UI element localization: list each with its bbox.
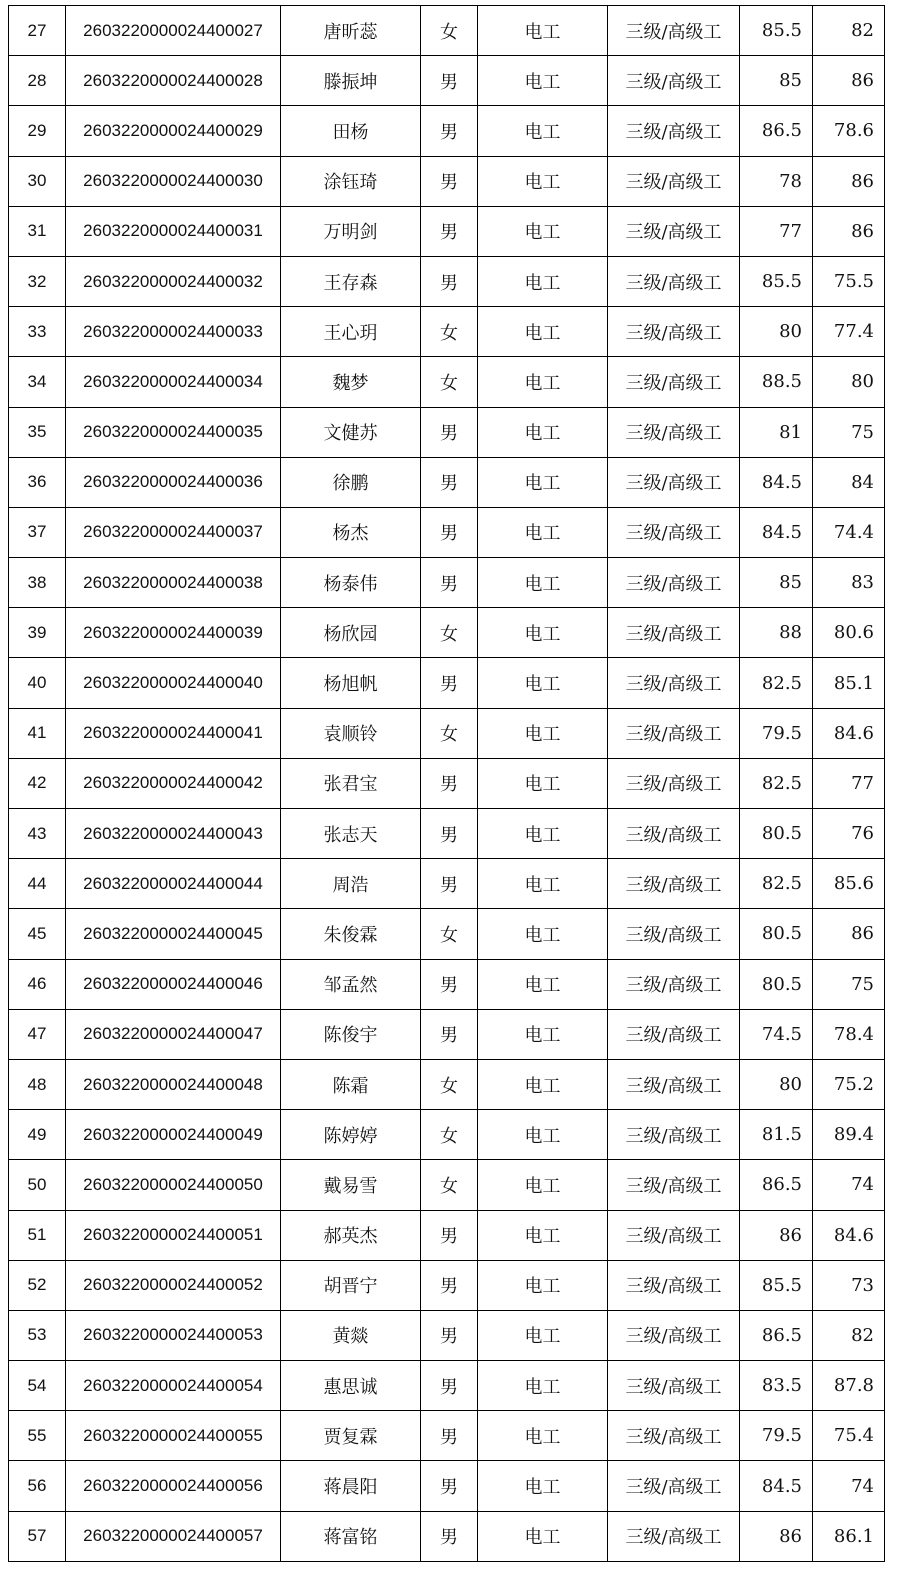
table-row xyxy=(9,6,885,56)
theory-score-cell: 81 xyxy=(740,407,813,457)
certificate-number-cell: 2603220000024400031 xyxy=(66,206,281,256)
level-cell: 三级/高级工 xyxy=(608,558,740,608)
certificate-number-cell: 2603220000024400042 xyxy=(66,758,281,808)
theory-score-cell: 85 xyxy=(740,558,813,608)
seq-cell: 29 xyxy=(9,106,66,156)
certificate-number-cell: 2603220000024400030 xyxy=(66,156,281,206)
certificate-number-cell: 2603220000024400051 xyxy=(66,1210,281,1260)
trade-cell: 电工 xyxy=(478,6,608,56)
gender-cell: 女 xyxy=(421,6,478,56)
seq-cell: 55 xyxy=(9,1411,66,1461)
table-row xyxy=(9,56,885,106)
certificate-number-cell: 2603220000024400037 xyxy=(66,507,281,557)
trade-cell: 电工 xyxy=(478,1160,608,1210)
trade-cell: 电工 xyxy=(478,156,608,206)
practice-score-cell: 80 xyxy=(813,357,885,407)
seq-cell: 46 xyxy=(9,959,66,1009)
name-cell: 郝英杰 xyxy=(281,1210,421,1260)
table-row xyxy=(9,1511,885,1561)
practice-score-cell: 86 xyxy=(813,909,885,959)
certificate-number-cell: 2603220000024400040 xyxy=(66,658,281,708)
certificate-number-cell: 2603220000024400029 xyxy=(66,106,281,156)
table-row xyxy=(9,1361,885,1411)
theory-score-cell: 86 xyxy=(740,1210,813,1260)
trade-cell: 电工 xyxy=(478,758,608,808)
gender-cell: 男 xyxy=(421,206,478,256)
practice-score-cell: 74 xyxy=(813,1160,885,1210)
table-row xyxy=(9,1009,885,1059)
trade-cell: 电工 xyxy=(478,457,608,507)
theory-score-cell: 84.5 xyxy=(740,457,813,507)
theory-score-cell: 84.5 xyxy=(740,507,813,557)
table-row xyxy=(9,507,885,557)
certificate-number-cell: 2603220000024400047 xyxy=(66,1009,281,1059)
level-cell: 三级/高级工 xyxy=(608,6,740,56)
practice-score-cell: 76 xyxy=(813,809,885,859)
seq-cell: 50 xyxy=(9,1160,66,1210)
practice-score-cell: 75.2 xyxy=(813,1059,885,1109)
seq-cell: 37 xyxy=(9,507,66,557)
seq-cell: 47 xyxy=(9,1009,66,1059)
certificate-number-cell: 2603220000024400054 xyxy=(66,1361,281,1411)
certificate-number-cell: 2603220000024400035 xyxy=(66,407,281,457)
name-cell: 袁顺铃 xyxy=(281,708,421,758)
gender-cell: 男 xyxy=(421,1009,478,1059)
theory-score-cell: 85 xyxy=(740,56,813,106)
seq-cell: 45 xyxy=(9,909,66,959)
level-cell: 三级/高级工 xyxy=(608,708,740,758)
seq-cell: 51 xyxy=(9,1210,66,1260)
theory-score-cell: 85.5 xyxy=(740,6,813,56)
certificate-number-cell: 2603220000024400055 xyxy=(66,1411,281,1461)
level-cell: 三级/高级工 xyxy=(608,507,740,557)
trade-cell: 电工 xyxy=(478,608,608,658)
seq-cell: 28 xyxy=(9,56,66,106)
table-row xyxy=(9,1260,885,1310)
practice-score-cell: 75 xyxy=(813,407,885,457)
seq-cell: 42 xyxy=(9,758,66,808)
gender-cell: 女 xyxy=(421,608,478,658)
table-row xyxy=(9,407,885,457)
theory-score-cell: 74.5 xyxy=(740,1009,813,1059)
level-cell: 三级/高级工 xyxy=(608,1059,740,1109)
practice-score-cell: 86 xyxy=(813,156,885,206)
trade-cell: 电工 xyxy=(478,507,608,557)
practice-score-cell: 87.8 xyxy=(813,1361,885,1411)
level-cell: 三级/高级工 xyxy=(608,156,740,206)
gender-cell: 男 xyxy=(421,658,478,708)
trade-cell: 电工 xyxy=(478,959,608,1009)
gender-cell: 男 xyxy=(421,959,478,1009)
trade-cell: 电工 xyxy=(478,708,608,758)
table-row xyxy=(9,909,885,959)
practice-score-cell: 85.6 xyxy=(813,859,885,909)
gender-cell: 男 xyxy=(421,1411,478,1461)
certificate-number-cell: 2603220000024400050 xyxy=(66,1160,281,1210)
gender-cell: 男 xyxy=(421,156,478,206)
seq-cell: 53 xyxy=(9,1310,66,1360)
seq-cell: 36 xyxy=(9,457,66,507)
table-row xyxy=(9,859,885,909)
level-cell: 三级/高级工 xyxy=(608,106,740,156)
name-cell: 张志天 xyxy=(281,809,421,859)
trade-cell: 电工 xyxy=(478,357,608,407)
gender-cell: 男 xyxy=(421,106,478,156)
table-row xyxy=(9,658,885,708)
name-cell: 魏梦 xyxy=(281,357,421,407)
table-row xyxy=(9,809,885,859)
table-row xyxy=(9,558,885,608)
gender-cell: 男 xyxy=(421,1511,478,1561)
certificate-number-cell: 2603220000024400038 xyxy=(66,558,281,608)
theory-score-cell: 79.5 xyxy=(740,708,813,758)
name-cell: 蒋富铭 xyxy=(281,1511,421,1561)
theory-score-cell: 83.5 xyxy=(740,1361,813,1411)
practice-score-cell: 78.4 xyxy=(813,1009,885,1059)
gender-cell: 男 xyxy=(421,457,478,507)
seq-cell: 41 xyxy=(9,708,66,758)
name-cell: 戴易雪 xyxy=(281,1160,421,1210)
name-cell: 徐鹏 xyxy=(281,457,421,507)
gender-cell: 男 xyxy=(421,256,478,306)
level-cell: 三级/高级工 xyxy=(608,457,740,507)
trade-cell: 电工 xyxy=(478,206,608,256)
level-cell: 三级/高级工 xyxy=(608,658,740,708)
gender-cell: 女 xyxy=(421,1110,478,1160)
practice-score-cell: 74 xyxy=(813,1461,885,1511)
level-cell: 三级/高级工 xyxy=(608,909,740,959)
name-cell: 张君宝 xyxy=(281,758,421,808)
gender-cell: 女 xyxy=(421,708,478,758)
practice-score-cell: 75 xyxy=(813,959,885,1009)
gender-cell: 女 xyxy=(421,357,478,407)
level-cell: 三级/高级工 xyxy=(608,1260,740,1310)
name-cell: 杨欣园 xyxy=(281,608,421,658)
theory-score-cell: 86.5 xyxy=(740,1160,813,1210)
certificate-number-cell: 2603220000024400033 xyxy=(66,307,281,357)
name-cell: 陈霜 xyxy=(281,1059,421,1109)
practice-score-cell: 74.4 xyxy=(813,507,885,557)
trade-cell: 电工 xyxy=(478,1461,608,1511)
trade-cell: 电工 xyxy=(478,558,608,608)
level-cell: 三级/高级工 xyxy=(608,357,740,407)
trade-cell: 电工 xyxy=(478,909,608,959)
certificate-number-cell: 2603220000024400041 xyxy=(66,708,281,758)
trade-cell: 电工 xyxy=(478,1009,608,1059)
certificate-number-cell: 2603220000024400028 xyxy=(66,56,281,106)
practice-score-cell: 86.1 xyxy=(813,1511,885,1561)
practice-score-cell: 86 xyxy=(813,206,885,256)
seq-cell: 40 xyxy=(9,658,66,708)
level-cell: 三级/高级工 xyxy=(608,809,740,859)
name-cell: 杨杰 xyxy=(281,507,421,557)
seq-cell: 38 xyxy=(9,558,66,608)
theory-score-cell: 82.5 xyxy=(740,658,813,708)
gender-cell: 女 xyxy=(421,1160,478,1210)
name-cell: 唐昕蕊 xyxy=(281,6,421,56)
name-cell: 周浩 xyxy=(281,859,421,909)
gender-cell: 男 xyxy=(421,1260,478,1310)
table-row xyxy=(9,1210,885,1260)
name-cell: 田杨 xyxy=(281,106,421,156)
seq-cell: 30 xyxy=(9,156,66,206)
level-cell: 三级/高级工 xyxy=(608,859,740,909)
name-cell: 王存森 xyxy=(281,256,421,306)
trade-cell: 电工 xyxy=(478,1059,608,1109)
table-row xyxy=(9,1461,885,1511)
trade-cell: 电工 xyxy=(478,1110,608,1160)
certificate-number-cell: 2603220000024400045 xyxy=(66,909,281,959)
seq-cell: 52 xyxy=(9,1260,66,1310)
trade-cell: 电工 xyxy=(478,307,608,357)
name-cell: 王心玥 xyxy=(281,307,421,357)
name-cell: 邹孟然 xyxy=(281,959,421,1009)
certificate-number-cell: 2603220000024400049 xyxy=(66,1110,281,1160)
gender-cell: 女 xyxy=(421,307,478,357)
seq-cell: 57 xyxy=(9,1511,66,1561)
name-cell: 黄燚 xyxy=(281,1310,421,1360)
gender-cell: 女 xyxy=(421,909,478,959)
certificate-number-cell: 2603220000024400052 xyxy=(66,1260,281,1310)
theory-score-cell: 81.5 xyxy=(740,1110,813,1160)
practice-score-cell: 80.6 xyxy=(813,608,885,658)
seq-cell: 56 xyxy=(9,1461,66,1511)
certificate-number-cell: 2603220000024400053 xyxy=(66,1310,281,1360)
theory-score-cell: 84.5 xyxy=(740,1461,813,1511)
name-cell: 陈俊宇 xyxy=(281,1009,421,1059)
theory-score-cell: 77 xyxy=(740,206,813,256)
certificate-number-cell: 2603220000024400043 xyxy=(66,809,281,859)
certificate-number-cell: 2603220000024400027 xyxy=(66,6,281,56)
theory-score-cell: 86.5 xyxy=(740,1310,813,1360)
name-cell: 涂钰琦 xyxy=(281,156,421,206)
practice-score-cell: 84.6 xyxy=(813,708,885,758)
practice-score-cell: 82 xyxy=(813,1310,885,1360)
table-row xyxy=(9,307,885,357)
gender-cell: 男 xyxy=(421,558,478,608)
level-cell: 三级/高级工 xyxy=(608,1110,740,1160)
practice-score-cell: 83 xyxy=(813,558,885,608)
theory-score-cell: 79.5 xyxy=(740,1411,813,1461)
level-cell: 三级/高级工 xyxy=(608,1361,740,1411)
seq-cell: 48 xyxy=(9,1059,66,1109)
gender-cell: 男 xyxy=(421,56,478,106)
trade-cell: 电工 xyxy=(478,56,608,106)
trade-cell: 电工 xyxy=(478,658,608,708)
trade-cell: 电工 xyxy=(478,1310,608,1360)
level-cell: 三级/高级工 xyxy=(608,307,740,357)
level-cell: 三级/高级工 xyxy=(608,1310,740,1360)
seq-cell: 32 xyxy=(9,256,66,306)
table-row xyxy=(9,758,885,808)
name-cell: 杨旭帆 xyxy=(281,658,421,708)
practice-score-cell: 75.4 xyxy=(813,1411,885,1461)
seq-cell: 54 xyxy=(9,1361,66,1411)
level-cell: 三级/高级工 xyxy=(608,1511,740,1561)
name-cell: 贾复霖 xyxy=(281,1411,421,1461)
level-cell: 三级/高级工 xyxy=(608,256,740,306)
level-cell: 三级/高级工 xyxy=(608,206,740,256)
level-cell: 三级/高级工 xyxy=(608,1160,740,1210)
name-cell: 蒋晨阳 xyxy=(281,1461,421,1511)
theory-score-cell: 80.5 xyxy=(740,959,813,1009)
theory-score-cell: 85.5 xyxy=(740,256,813,306)
theory-score-cell: 80.5 xyxy=(740,809,813,859)
practice-score-cell: 75.5 xyxy=(813,256,885,306)
table-row xyxy=(9,106,885,156)
table-row xyxy=(9,256,885,306)
level-cell: 三级/高级工 xyxy=(608,1461,740,1511)
certificate-number-cell: 2603220000024400039 xyxy=(66,608,281,658)
theory-score-cell: 88 xyxy=(740,608,813,658)
gender-cell: 女 xyxy=(421,1059,478,1109)
certificate-number-cell: 2603220000024400048 xyxy=(66,1059,281,1109)
gender-cell: 男 xyxy=(421,507,478,557)
theory-score-cell: 80 xyxy=(740,1059,813,1109)
practice-score-cell: 78.6 xyxy=(813,106,885,156)
trade-cell: 电工 xyxy=(478,1511,608,1561)
gender-cell: 男 xyxy=(421,1461,478,1511)
trade-cell: 电工 xyxy=(478,407,608,457)
seq-cell: 34 xyxy=(9,357,66,407)
gender-cell: 男 xyxy=(421,407,478,457)
gender-cell: 男 xyxy=(421,1210,478,1260)
name-cell: 惠思诚 xyxy=(281,1361,421,1411)
table-row xyxy=(9,608,885,658)
practice-score-cell: 89.4 xyxy=(813,1110,885,1160)
certificate-number-cell: 2603220000024400034 xyxy=(66,357,281,407)
name-cell: 胡晋宁 xyxy=(281,1260,421,1310)
level-cell: 三级/高级工 xyxy=(608,1210,740,1260)
theory-score-cell: 82.5 xyxy=(740,758,813,808)
table-row xyxy=(9,1059,885,1109)
gender-cell: 男 xyxy=(421,859,478,909)
level-cell: 三级/高级工 xyxy=(608,758,740,808)
theory-score-cell: 78 xyxy=(740,156,813,206)
table-row xyxy=(9,1110,885,1160)
theory-score-cell: 86 xyxy=(740,1511,813,1561)
practice-score-cell: 77.4 xyxy=(813,307,885,357)
seq-cell: 33 xyxy=(9,307,66,357)
table-row xyxy=(9,357,885,407)
table-row xyxy=(9,1160,885,1210)
table-row xyxy=(9,457,885,507)
practice-score-cell: 77 xyxy=(813,758,885,808)
name-cell: 陈婷婷 xyxy=(281,1110,421,1160)
theory-score-cell: 82.5 xyxy=(740,859,813,909)
practice-score-cell: 73 xyxy=(813,1260,885,1310)
theory-score-cell: 88.5 xyxy=(740,357,813,407)
name-cell: 文健苏 xyxy=(281,407,421,457)
theory-score-cell: 80 xyxy=(740,307,813,357)
level-cell: 三级/高级工 xyxy=(608,407,740,457)
level-cell: 三级/高级工 xyxy=(608,1411,740,1461)
level-cell: 三级/高级工 xyxy=(608,1009,740,1059)
trade-cell: 电工 xyxy=(478,106,608,156)
theory-score-cell: 86.5 xyxy=(740,106,813,156)
table-body xyxy=(9,6,885,1562)
seq-cell: 27 xyxy=(9,6,66,56)
level-cell: 三级/高级工 xyxy=(608,56,740,106)
certificate-number-cell: 2603220000024400046 xyxy=(66,959,281,1009)
gender-cell: 男 xyxy=(421,758,478,808)
table-row xyxy=(9,206,885,256)
certificate-number-cell: 2603220000024400044 xyxy=(66,859,281,909)
seq-cell: 39 xyxy=(9,608,66,658)
seq-cell: 44 xyxy=(9,859,66,909)
theory-score-cell: 80.5 xyxy=(740,909,813,959)
seq-cell: 31 xyxy=(9,206,66,256)
table-row xyxy=(9,156,885,206)
trade-cell: 电工 xyxy=(478,1260,608,1310)
trade-cell: 电工 xyxy=(478,809,608,859)
table-row xyxy=(9,708,885,758)
gender-cell: 男 xyxy=(421,1361,478,1411)
theory-score-cell: 85.5 xyxy=(740,1260,813,1310)
table-row xyxy=(9,1310,885,1360)
name-cell: 滕振坤 xyxy=(281,56,421,106)
certificate-number-cell: 2603220000024400056 xyxy=(66,1461,281,1511)
table-row xyxy=(9,959,885,1009)
level-cell: 三级/高级工 xyxy=(608,959,740,1009)
name-cell: 朱俊霖 xyxy=(281,909,421,959)
exam-results-table xyxy=(8,5,885,1562)
certificate-number-cell: 2603220000024400036 xyxy=(66,457,281,507)
gender-cell: 男 xyxy=(421,809,478,859)
trade-cell: 电工 xyxy=(478,1411,608,1461)
certificate-number-cell: 2603220000024400057 xyxy=(66,1511,281,1561)
gender-cell: 男 xyxy=(421,1310,478,1360)
seq-cell: 49 xyxy=(9,1110,66,1160)
trade-cell: 电工 xyxy=(478,256,608,306)
level-cell: 三级/高级工 xyxy=(608,608,740,658)
practice-score-cell: 85.1 xyxy=(813,658,885,708)
practice-score-cell: 82 xyxy=(813,6,885,56)
seq-cell: 43 xyxy=(9,809,66,859)
trade-cell: 电工 xyxy=(478,1210,608,1260)
practice-score-cell: 84 xyxy=(813,457,885,507)
practice-score-cell: 84.6 xyxy=(813,1210,885,1260)
trade-cell: 电工 xyxy=(478,1361,608,1411)
seq-cell: 35 xyxy=(9,407,66,457)
table-row xyxy=(9,1411,885,1461)
name-cell: 杨泰伟 xyxy=(281,558,421,608)
trade-cell: 电工 xyxy=(478,859,608,909)
name-cell: 万明剑 xyxy=(281,206,421,256)
practice-score-cell: 86 xyxy=(813,56,885,106)
certificate-number-cell: 2603220000024400032 xyxy=(66,256,281,306)
